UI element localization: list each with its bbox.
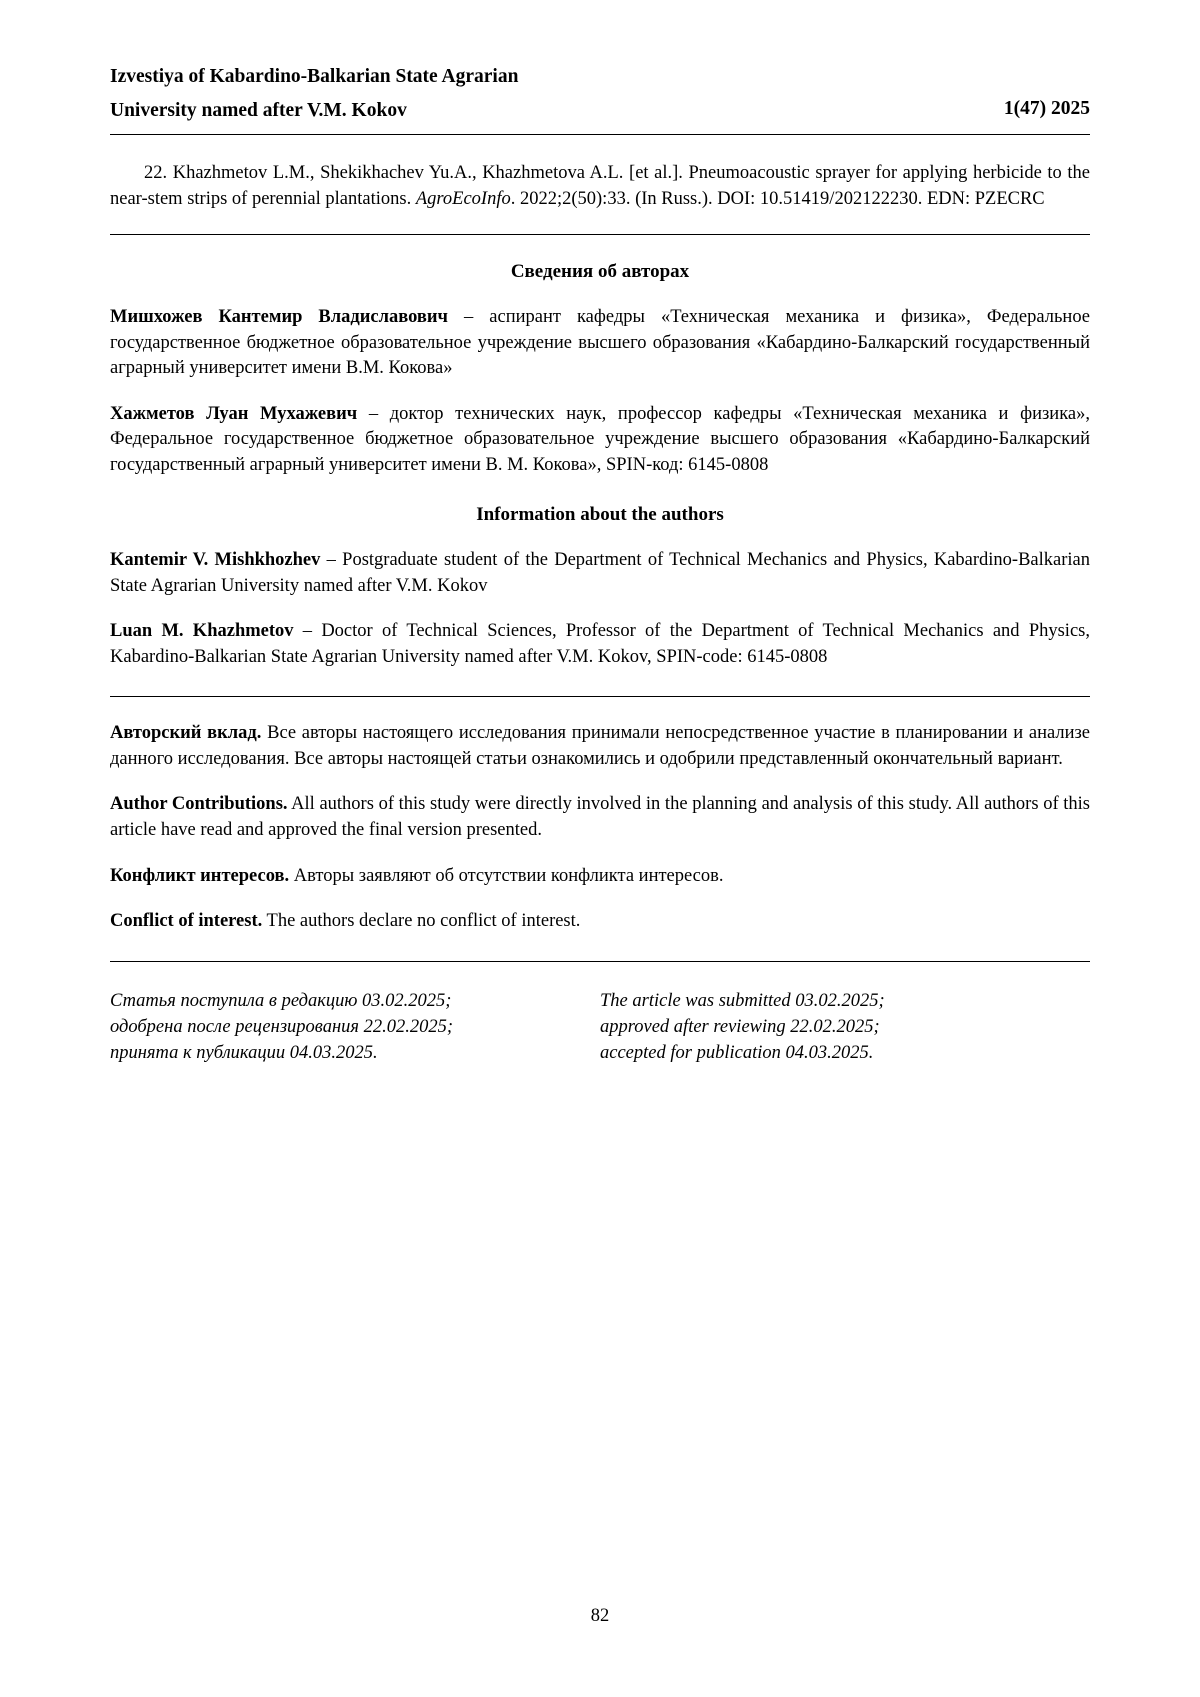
journal-title-line2: University named after V.M. Kokov	[110, 100, 407, 122]
submission-dates-ru	[110, 988, 600, 1067]
issue-number: 1(47) 2025	[1003, 98, 1090, 120]
author-affiliation: – доктор технических наук, профессор кафедры «Техническая механика и физика», Федеральное государственное бюджетное образовательное учреждение высшего образования «Кабардино-Балкарский государственный аграрный университет имени В. М. Кокова», SPIN-код: 6145-0808	[110, 403, 1091, 475]
authors-en-list	[110, 548, 1090, 670]
author-entry	[110, 619, 1090, 670]
reference-item	[110, 161, 1090, 212]
contribution-text: Все авторы настоящего исследования принимали непосредственное участие в планировании и анализе данного исследования. Все авторы настоящей статьи ознакомились и одобрили представленный окончательный вариант.	[110, 723, 1090, 769]
header-divider	[110, 134, 1090, 135]
running-head	[110, 60, 1090, 128]
submission-dates-en	[600, 988, 1090, 1067]
contribution-label: Авторский вклад.	[110, 723, 262, 744]
contribution-text: The authors declare no conflict of interest.	[262, 911, 581, 932]
date-line: Статья поступила в редакцию 03.02.2025;	[110, 990, 452, 1011]
page-number: 82	[590, 1606, 610, 1626]
contribution-item	[110, 721, 1090, 772]
author-affiliation: – аспирант кафедры «Техническая механика и физика», Федеральное государственное бюджетное образовательное учреждение высшего образования «Кабардино-Балкарский государственный аграрный университет имени В.М. Кокова»	[110, 307, 1091, 379]
journal-title	[110, 60, 796, 128]
authors-en-title: Information about the authors	[476, 504, 724, 526]
contribution-label: Author Contributions.	[110, 794, 288, 815]
contribution-item	[110, 792, 1090, 843]
date-line: approved after reviewing 22.02.2025;	[600, 1016, 880, 1037]
author-name: Хажметов Луан Мухажевич	[110, 403, 358, 424]
contribution-label: Conflict of interest.	[110, 911, 263, 932]
contribution-item	[110, 909, 1090, 935]
authors-divider	[110, 696, 1090, 697]
reference-tail: . 2022;2(50):33. (In Russ.). DOI: 10.51419/202122230. EDN: PZECRC	[510, 188, 1045, 209]
contributions-divider-wrap	[110, 961, 1090, 962]
date-line: accepted for publication 04.03.2025.	[600, 1043, 874, 1064]
author-affiliation: – Doctor of Technical Sciences, Professor of the Department of Technical Mechanics and Physics, Kabardino-Balkarian State Agrarian University named after V.M. Kokov, SPIN-code: 6145-0808	[110, 621, 1090, 667]
contribution-text: Авторы заявляют об отсутствии конфликта интересов.	[289, 865, 724, 886]
author-entry	[110, 548, 1090, 599]
author-name: Luan M. Khazhmetov	[110, 621, 294, 642]
reference-block	[110, 161, 1090, 212]
authors-divider-wrap	[110, 696, 1090, 697]
author-name: Kantemir V. Mishkhozhev	[110, 550, 321, 571]
authors-ru-list	[110, 305, 1090, 478]
contributions-divider	[110, 961, 1090, 962]
contribution-text: All authors of this study were directly involved in the planning and analysis of this study. All authors of this article have read and approved the final version presented.	[110, 794, 1090, 840]
journal-title-line1: Izvestiya of Kabardino-Balkarian State Agrarian	[110, 66, 519, 87]
date-line: The article was submitted 03.02.2025;	[600, 990, 885, 1011]
contributions-block	[110, 721, 1090, 934]
contribution-label: Конфликт интересов.	[110, 865, 290, 886]
author-entry	[110, 305, 1090, 382]
reference-text: 22. Khazhmetov L.M., Shekikhachev Yu.A., Khazhmetova A.L. [et al.]. Pneumoacoustic sprayer for applying herbicide to the near-stem strips of perennial plantations.	[110, 163, 1090, 209]
author-affiliation: – Postgraduate student of the Department of Technical Mechanics and Physics, Kabardino-Balkarian State Agrarian University named after V.M. Kokov	[110, 550, 1091, 596]
author-name: Мишхожев Кантемир Владиславович	[110, 307, 448, 328]
author-entry	[110, 402, 1090, 479]
contribution-item	[110, 864, 1090, 890]
date-line: одобрена после рецензирования 22.02.2025;	[110, 1016, 454, 1037]
reference-source: AgroEcoInfo	[415, 188, 511, 209]
submission-dates	[110, 988, 1090, 1067]
page-content	[110, 60, 1090, 1066]
authors-ru-title: Сведения об авторах	[510, 261, 690, 283]
date-line: принята к публикации 04.03.2025.	[110, 1043, 378, 1064]
reference-divider	[110, 234, 1090, 235]
